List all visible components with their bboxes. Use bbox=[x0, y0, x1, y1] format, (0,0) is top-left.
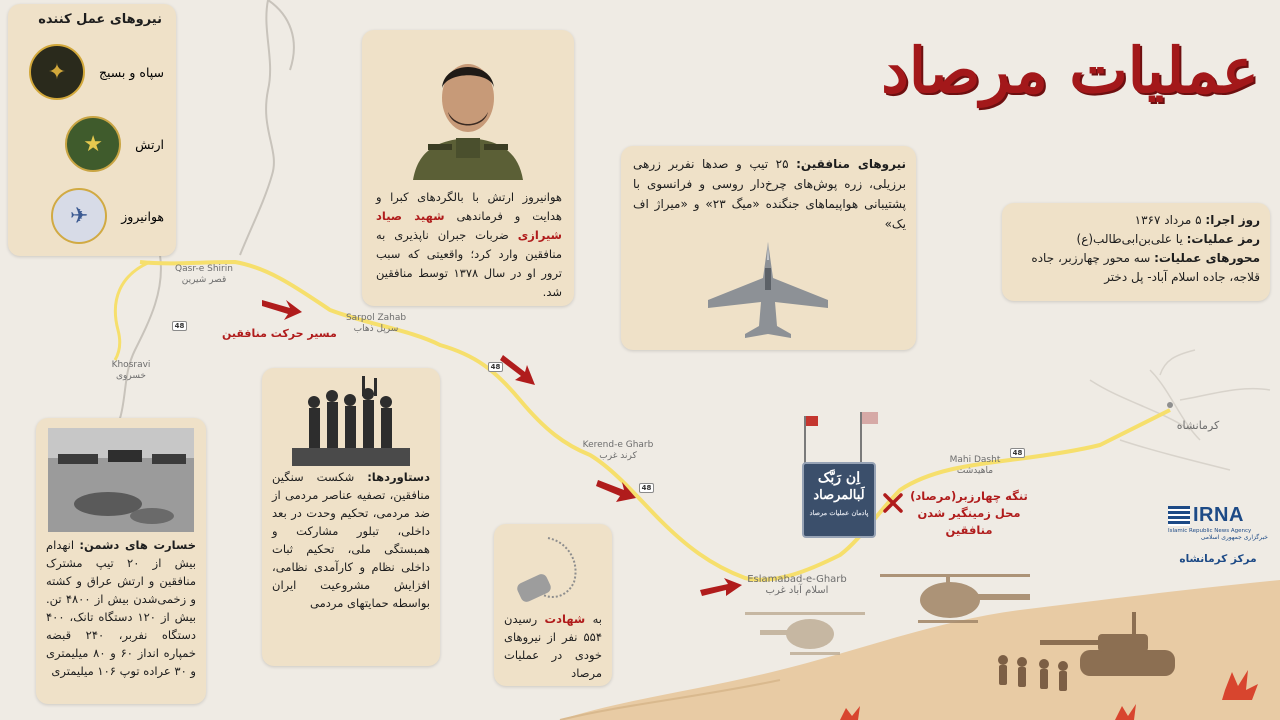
legend-item-label: ارتش bbox=[135, 136, 164, 152]
army-emblem-icon: ★ bbox=[65, 116, 121, 172]
forces-legend bbox=[8, 4, 176, 256]
enemy-forces-text: نیروهای منافقین: ۲۵ تیپ و صدها نفربر زرهی برزیلی، زره پوش‌های چرخ‌دار روسی و فرانسوی با پشتیبانی هواپیماهای جنگنده «میگ ۲۳» و «میراژ اف یک» bbox=[633, 157, 906, 231]
helicopter-icon-2 bbox=[745, 612, 865, 655]
border-line bbox=[240, 0, 294, 255]
place-qasr-e-shirin: Qasr-e Shirin قصر شیرین bbox=[175, 264, 233, 285]
place-kerend-e-gharb: Kerend-e Gharb کرند غرب bbox=[582, 440, 654, 461]
enemy-losses-text: خسارت های دشمن: انهدام بیش از ۲۰ تیپ مشترک منافقین و ارتش عراق و کشته و زخمی‌شدن بیش از ۴۸۰۰ تن. بیش از ۱۲۰ دستگاه تانک، ۴۰۰ دستگاه نفربر، ۲۴۰ قبضه خمپاره انداز ۶۰ و ۸۰ میلیمتری و ۳۰ عراده توپ ۱۰۶ میلیمتری bbox=[46, 538, 196, 678]
legend-item-aviation bbox=[51, 188, 164, 244]
commander-portrait bbox=[408, 40, 528, 180]
flag-icon bbox=[862, 412, 878, 424]
legend-item-label: هوانیروز bbox=[121, 208, 164, 224]
road-shield: 48 bbox=[1010, 448, 1025, 458]
destroyed-vehicles-photo bbox=[48, 428, 194, 532]
flag-icon bbox=[806, 416, 818, 426]
achievements-card bbox=[262, 368, 440, 666]
enemy-forces-card bbox=[621, 146, 916, 350]
monument-line2: لَبالمرصاد bbox=[813, 488, 865, 503]
route-label: مسیر حرکت منافقین bbox=[222, 327, 337, 340]
road-shield: 48 bbox=[172, 321, 187, 331]
place-khosravi: Khosravi خسروی bbox=[111, 360, 151, 381]
irna-logo-icon bbox=[1168, 506, 1190, 526]
road-shield: 48 bbox=[639, 483, 654, 493]
road-shield: 48 bbox=[488, 362, 503, 372]
celebrating-soldiers-photo bbox=[292, 374, 410, 466]
martyrs-card bbox=[494, 524, 612, 686]
martyrs-text: به شهادت رسیدن ۵۵۴ نفر از نیروهای خودی در عملیات مرصاد bbox=[504, 612, 602, 680]
operation-info-text: روز اجرا: ۵ مرداد ۱۳۶۷ رمز عملیات: یا علی‌بن‌ابی‌طالب(ع) محورهای عملیات: سه محور چهارزبر، جاده قلاجه، جاده اسلام آباد- پل دختر bbox=[1031, 213, 1260, 284]
place-mahi-dasht: Mahi Dasht ماهیدشت bbox=[949, 455, 1001, 476]
monument-caption: پادمان عملیات مرصاد bbox=[809, 509, 869, 517]
legend-item-army bbox=[65, 116, 164, 172]
legend-item-irgc bbox=[29, 44, 164, 100]
mersad-monument bbox=[798, 412, 890, 540]
legend-item-label: سپاه و بسیج bbox=[98, 64, 164, 80]
place-eslamabad-e-gharb: Eslamabad-e-Gharb اسلام آباد غرب bbox=[747, 574, 847, 596]
place-kermanshah: کرمانشاه bbox=[1176, 419, 1220, 432]
fighter-jet-icon bbox=[703, 238, 833, 338]
army-aviation-emblem-icon: ✈ bbox=[51, 188, 107, 244]
legend-title: نیروهای عمل کننده bbox=[38, 12, 162, 27]
operation-info-card bbox=[1002, 203, 1270, 301]
commander-card bbox=[362, 30, 574, 306]
irna-logo: IRNA Islamic Republic News Agency خبرگزاری جمهوری اسلامی مرکز کرمانشاه bbox=[1168, 504, 1268, 565]
monument-line1: اِن رَبَّک bbox=[817, 470, 861, 486]
commander-text: هوانیروز ارتش با بالگردهای کبرا و هدایت و فرماندهی شهید صیاد شیرازی ضربات جبران ناپذیری به منافقین وارد کرد؛ واقعیتی که سبب ترور او در سال ۱۳۷۸ توسط منافقین شد. bbox=[376, 190, 562, 299]
place-sarpol-zahab: Sarpol Zahab سرپل ذهاب bbox=[345, 313, 407, 334]
page-title: عملیات مرصاد bbox=[881, 34, 1259, 107]
irna-branch: مرکز کرمانشاه bbox=[1179, 553, 1257, 565]
enemy-losses-card bbox=[36, 418, 206, 704]
irgc-emblem-icon: ✦ bbox=[29, 44, 85, 100]
dog-tag-icon bbox=[508, 532, 598, 608]
ambush-label: تنگه چهارزبر(مرصاد) محل زمینگیر شدن منافقین bbox=[910, 489, 1028, 537]
achievements-text: دستاوردها: شکست سنگین منافقین، تصفیه عناصر مردمی از ضد مردمی، تحکیم وحدت در بعد داخلی، تبلور مشارکت و همبستگی ملی، تحکیم ثبات داخلی نظام و کارآمدی نظامی، افزایش مشروعیت ایران بواسطه حمایتهای مردمی bbox=[272, 470, 430, 610]
